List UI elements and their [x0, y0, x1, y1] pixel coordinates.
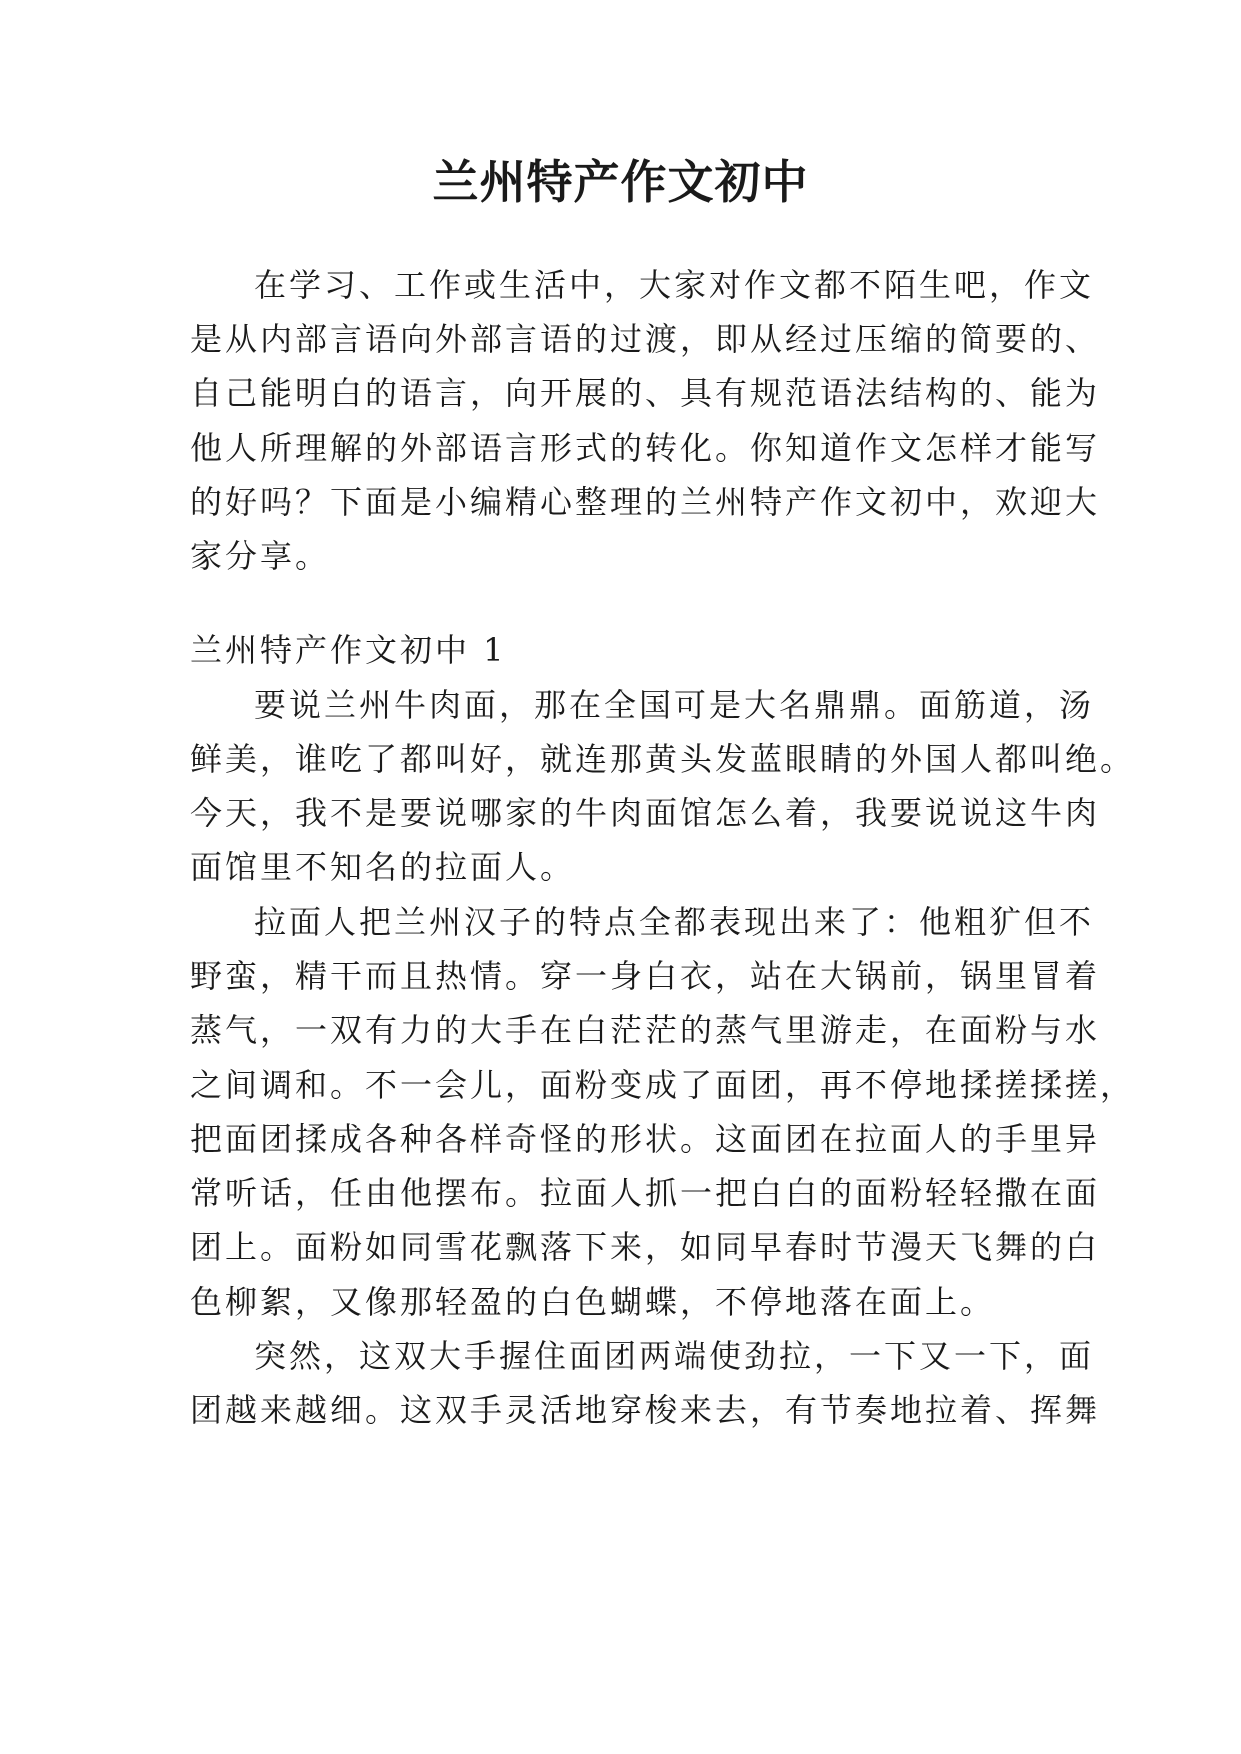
para2-line: 把面团揉成各种各样奇怪的形状。这面团在拉面人的手里异	[190, 1120, 1101, 1158]
intro-line: 是从内部言语向外部言语的过渡，即从经过压缩的简要的、	[190, 320, 1101, 358]
para2-line: 色柳絮，又像那轻盈的白色蝴蝶，不停地落在面上。	[190, 1283, 996, 1321]
para2-line: 野蛮，精干而且热情。穿一身白衣，站在大锅前，锅里冒着	[190, 957, 1101, 995]
para1-line: 今天，我不是要说哪家的牛肉面馆怎么着，我要说说这牛肉	[190, 794, 1101, 832]
intro-line: 自己能明白的语言，向开展的、具有规范语法结构的、能为	[190, 374, 1101, 412]
para2-line: 常听话，任由他摆布。拉面人抓一把白白的面粉轻轻撒在面	[190, 1174, 1101, 1212]
intro-line: 的好吗？下面是小编精心整理的兰州特产作文初中，欢迎大	[190, 483, 1101, 521]
para1-line: 面馆里不知名的拉面人。	[190, 848, 576, 886]
para1-line: 鲜美，谁吃了都叫好，就连那黄头发蓝眼睛的外国人都叫绝。	[190, 740, 1136, 778]
intro-line: 在学习、工作或生活中，大家对作文都不陌生吧，作文	[254, 266, 1095, 304]
para3-line: 团越来越细。这双手灵活地穿梭来去，有节奏地拉着、挥舞	[190, 1391, 1101, 1429]
section-heading: 兰州特产作文初中 1	[190, 631, 507, 669]
para2-line: 团上。面粉如同雪花飘落下来，如同早春时节漫天飞舞的白	[190, 1228, 1101, 1266]
para2-line: 蒸气，一双有力的大手在白茫茫的蒸气里游走，在面粉与水	[190, 1011, 1101, 1049]
para2-line: 之间调和。不一会儿，面粉变成了面团，再不停地揉搓揉搓，	[190, 1066, 1136, 1104]
intro-line: 家分享。	[190, 537, 331, 575]
para2-line: 拉面人把兰州汉子的特点全都表现出来了：他粗犷但不	[254, 903, 1095, 941]
intro-line: 他人所理解的外部语言形式的转化。你知道作文怎样才能写	[190, 429, 1101, 467]
para3-line: 突然，这双大手握住面团两端使劲拉，一下又一下，面	[254, 1337, 1095, 1375]
page-title: 兰州特产作文初中	[432, 155, 809, 209]
para1-line: 要说兰州牛肉面，那在全国可是大名鼎鼎。面筋道，汤	[254, 686, 1095, 724]
